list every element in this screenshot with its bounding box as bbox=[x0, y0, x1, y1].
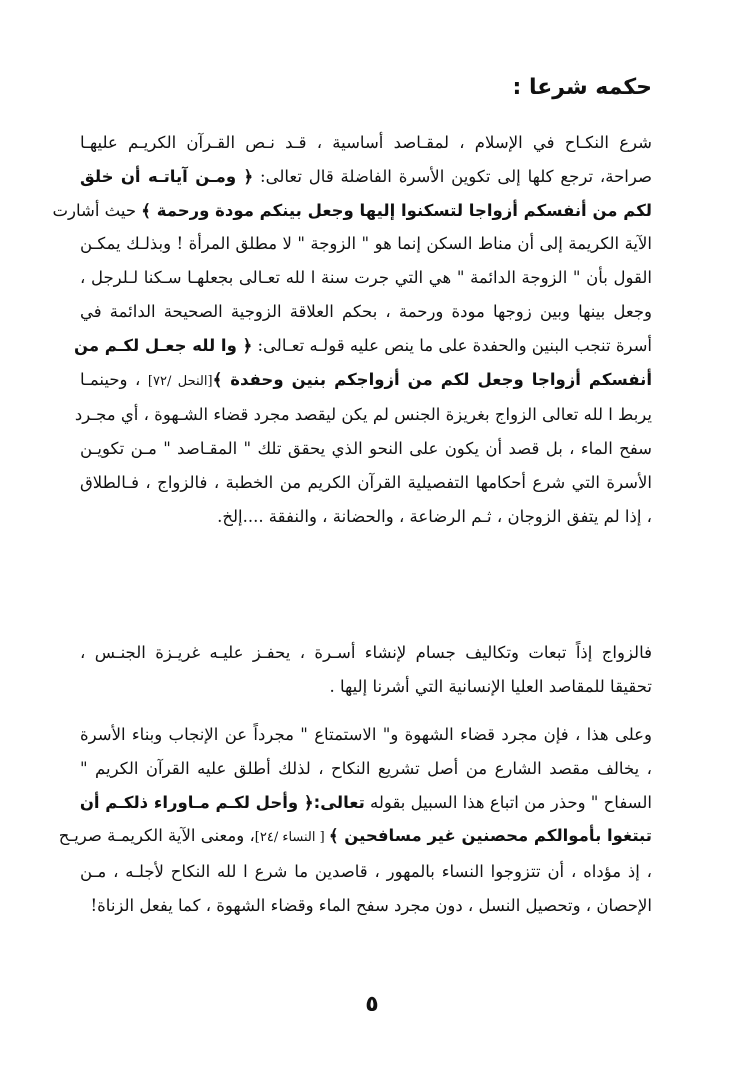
page-number: ٥ bbox=[365, 992, 379, 1017]
text-run: حيث أشارت bbox=[52, 200, 142, 220]
quran-verse: تبتغوا بأموالكم محصنين غير مسافحين ﴾ bbox=[328, 826, 652, 846]
text-line: فالزواج إذاً تبعات وتكاليف جسام لإنشاء أسـرة ، يحفـز عليـه غريـزة الجنـس ، bbox=[80, 643, 652, 662]
text-run: أسرة تنجب البنين والحفدة على ما ينص عليه قولـه تعـالى: bbox=[252, 335, 652, 355]
text-run: ، وحينمـا bbox=[80, 369, 148, 389]
text-line bbox=[52, 194, 652, 228]
text-line: وجعل بينها وبين زوجها مودة ورحمة ، بحكم العلاقة الزوجية الصحيحة الدائمة في bbox=[80, 301, 652, 321]
text-line: شرع النكـاح في الإسلام ، لمقـاصد أساسية ، قـد نـص القـرآن الكريـم عليهـا bbox=[80, 133, 652, 152]
quran-verse: تعالى:﴿ وأحل لكـم مـاوراء ذلكـم أن bbox=[79, 792, 365, 812]
text-line: القول بأن " الزوجة الدائمة " هي التي جرت سنة ا لله تعـالى بجعلهـا سـكنا لـلرجل ، bbox=[80, 268, 652, 288]
text-line: سفح الماء ، بل قصد أن يكون على النحو الذي يحقق تلك " المقـاصد " مـن تكويـن bbox=[80, 439, 652, 459]
paragraph-marriage-obligations bbox=[80, 636, 652, 704]
text-line: ، يخالف مقصد الشارع من أصل تشريع النكاح ، لذلك أطلق عليه القرآن الكريم " bbox=[80, 758, 653, 778]
quran-verse: أنفسكم أزواجا وجعل لكم من أزواجكم بنين وحفدة ﴾ bbox=[212, 369, 652, 389]
text-line bbox=[80, 786, 652, 820]
text-run: ، ومعنى الآية الكريمـة صريـح bbox=[58, 826, 255, 846]
paragraph-marriage-purpose bbox=[52, 126, 652, 534]
text-line: الإحصان ، وتحصيل النسل ، دون مجرد سفح الماء وقضاء الشهوة ، كما يفعل الزناة! bbox=[90, 895, 652, 915]
text-line: تحقيقا للمقاصد العليا الإنسانية التي أشرنا إليها . bbox=[329, 676, 652, 696]
text-run: صراحة، ترجع كلها إلى تكوين الأسرة الفاضلة قال تعالى: bbox=[253, 166, 652, 186]
quran-verse: ﴿ ومـن آياتـه أن خلق bbox=[80, 166, 254, 186]
quran-verse: لكم من أنفسكم أزواجا لتسكنوا إليها وجعل بينكم مودة ورحمة ﴾ bbox=[141, 200, 652, 220]
text-line bbox=[58, 819, 652, 855]
verse-reference: [النحل /٧٢] bbox=[147, 373, 213, 389]
paragraph-prohibition bbox=[58, 718, 653, 923]
quran-verse: ﴿ وا لله جعـل لكـم من bbox=[74, 335, 253, 355]
text-line: وعلى هذا ، فإن مجرد قضاء الشهوة و" الاستمتاع " مجرداً عن الإنجاب وبناء الأسرة bbox=[80, 725, 652, 744]
text-line: الآية الكريمة إلى أن مناط السكن إنما هو " الزوجة " لا مطلق المرأة ! وبذلـك يمكـن bbox=[80, 234, 652, 254]
text-line: يربط ا لله تعالى الزواج بغريزة الجنس لم يكن ليقصد مجرد قضاء الشـهوة ، أي مجـرد bbox=[74, 405, 652, 425]
text-run: السفاح " وحذر من اتباع هذا السبيل بقوله bbox=[364, 792, 652, 812]
text-line bbox=[74, 329, 652, 363]
verse-reference: [ النساء /٢٤] bbox=[254, 830, 329, 846]
text-line bbox=[80, 160, 652, 194]
text-line: ، إذ مؤداه ، أن تتزوجوا النساء بالمهور ، قاصدين ما شرع ا لله النكاح لأجلـه ، مـن bbox=[80, 862, 652, 882]
text-line: ، إذا لم يتفق الزوجان ، ثـم الرضاعة ، والحضانة ، والنفقة ....إلخ. bbox=[217, 506, 652, 526]
section-heading: حكمه شرعا : bbox=[512, 75, 652, 100]
text-line: الأسرة التي شرع أحكامها التفصيلية القرآن الكريم من الخطبة ، فالزواج ، فـالطلاق bbox=[80, 472, 652, 492]
text-line bbox=[80, 363, 652, 399]
